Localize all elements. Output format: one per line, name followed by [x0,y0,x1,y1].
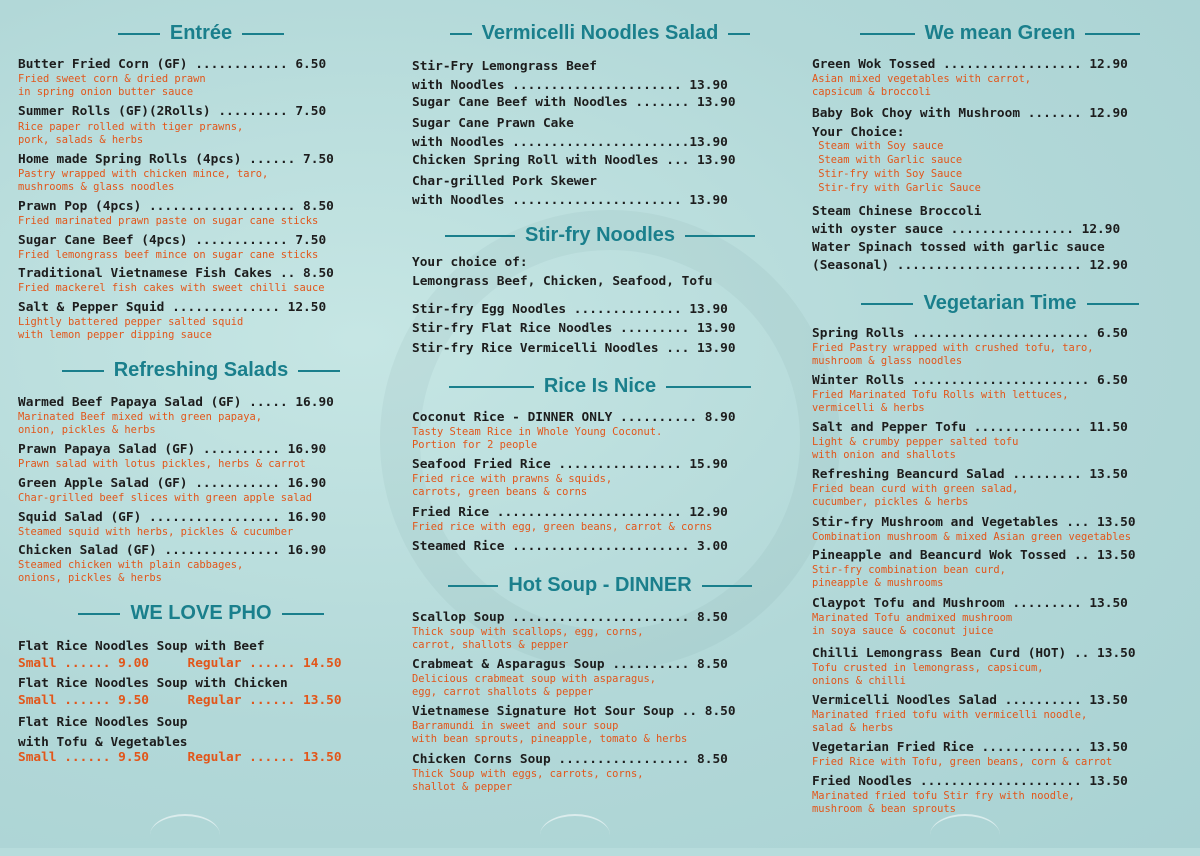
menu-item-title: Spring Rolls ....................... 6.50 [812,326,1128,341]
menu-item-desc: Fried rice with egg, green beans, carrot & corns [412,521,713,533]
menu-item-title: Traditional Vietnamese Fish Cakes .. 8.50 [18,266,334,281]
menu-item-title: Flat Rice Noodles Soup with Tofu & Vegetables [18,715,188,750]
menu-item-title: Chicken Corns Soup ................. 8.50 [412,752,728,767]
menu-item-desc: Steam with Soy sauce Steam with Garlic sauce Stir-fry with Soy Sauce Stir-fry with Garlic Sauce [818,140,981,194]
menu-item-title: Claypot Tofu and Mushroom ......... 13.50 [812,596,1128,611]
menu-item-title: Green Apple Salad (GF) ........... 16.90 [18,476,327,491]
menu-item-desc: Pastry wrapped with chicken mince, taro, mushrooms & glass noodles [18,168,269,193]
menu-item-title: Chicken Spring Roll with Noodles ... 13.90 [412,153,736,168]
menu-item-title: Stir-fry Mushroom and Vegetables ... 13.50 [812,515,1136,530]
menu-item-title: Chicken Salad (GF) ............... 16.90 [18,543,327,558]
menu-item-desc: Steamed chicken with plain cabbages, onions, pickles & herbs [18,559,244,584]
menu-item-desc: Lightly battered pepper salted squid with lemon pepper dipping sauce [18,316,244,341]
menu-item-title: Flat Rice Noodles Soup with Chicken [18,676,288,691]
menu-item-title: Refreshing Beancurd Salad ......... 13.50 [812,467,1128,482]
section-heading-soup: Hot Soup - DINNER [412,574,788,597]
menu-item-desc: Marinated fried tofu with vermicelli noodle, salad & herbs [812,709,1088,734]
menu-item-title: Prawn Pop (4pcs) ................... 8.50 [18,199,334,214]
menu-item-title: Squid Salad (GF) ................. 16.90 [18,510,327,525]
menu-item-desc: Marinated Beef mixed with green papaya, onion, pickles & herbs [18,411,262,436]
palm-leaf-decoration [150,814,220,856]
menu-item-title: Salt & Pepper Squid .............. 12.50 [18,300,327,315]
menu-item-desc: Tasty Steam Rice in Whole Young Coconut. Portion for 2 people [412,426,663,451]
section-heading-green: We mean Green [812,22,1188,45]
menu-item-price: Small ...... 9.00 Regular ...... 14.50 [18,656,342,671]
menu-item-price: Small ...... 9.50 Regular ...... 13.50 [18,693,342,708]
menu-item-title: Butter Fried Corn (GF) ............ 6.50 [18,57,327,72]
menu-item-title: Vietnamese Signature Hot Sour Soup .. 8.50 [412,704,736,719]
menu-item-desc: Tofu crusted in lemongrass, capsicum, onions & chilli [812,662,1044,687]
section-heading-rice: Rice Is Nice [412,375,788,398]
menu-item-title: Salt and Pepper Tofu .............. 11.50 [812,420,1128,435]
menu-item-title: Vegetarian Fried Rice ............. 13.50 [812,740,1128,755]
menu-item-title: Stir-fry Egg Noodles .............. 13.90 [412,302,728,317]
menu-item-price: Small ...... 9.50 Regular ...... 13.50 [18,750,342,765]
menu-item-title: Char-grilled Pork Skewer with Noodles ...................... 13.90 [412,174,728,208]
section-heading-pho: WE LOVE PHO [18,602,384,625]
menu-item-desc: Marinated Tofu andmixed mushroom in soya sauce & coconut juice [812,612,1013,637]
menu-item-title: Seafood Fried Rice ................ 15.90 [412,457,728,472]
menu-item-title: Stir-fry Rice Vermicelli Noodles ... 13.90 [412,341,736,356]
palm-leaf-decoration [540,814,610,856]
menu-item-desc: Rice paper rolled with tiger prawns, pork, salads & herbs [18,121,244,146]
menu-item-desc: Thick soup with scallops, egg, corns, carrot, shallots & pepper [412,626,644,651]
menu-item-title: Warmed Beef Papaya Salad (GF) ..... 16.90 [18,395,334,410]
menu-item-desc: Stir-fry combination bean curd, pineapple & mushrooms [812,564,1006,589]
choice-note: Your choice of: Lemongrass Beef, Chicken, Seafood, Tofu [412,255,713,289]
menu-item-title: Coconut Rice - DINNER ONLY .......... 8.90 [412,410,736,425]
menu-item-title: Steam Chinese Broccoli with oyster sauce ................ 12.90 Water Spinach tossed with garlic sauce (Seasonal) ........................ 12.90 [812,204,1128,273]
menu-item-title: Fried Rice ........................ 12.90 [412,505,728,520]
menu-item-title: Pineapple and Beancurd Wok Tossed .. 13.50 [812,548,1136,563]
menu-item-desc: Fried bean curd with green salad, cucumber, pickles & herbs [812,483,1019,508]
menu-item-desc: Char-grilled beef slices with green apple salad [18,492,313,504]
menu-item-title: Stir-Fry Lemongrass Beef with Noodles ...................... 13.90 [412,59,728,93]
menu-item-title: Sugar Cane Beef (4pcs) ............ 7.50 [18,233,327,248]
menu-item-desc: Prawn salad with lotus pickles, herbs & carrot [18,458,306,470]
menu-item-title: Chilli Lemongrass Bean Curd (HOT) .. 13.50 [812,646,1136,661]
menu-item-desc: Delicious crabmeat soup with asparagus, egg, carrot shallots & pepper [412,673,656,698]
menu-item-desc: Marinated fried tofu Stir fry with noodle, mushroom & bean sprouts [812,790,1075,815]
menu-item-title: Stir-fry Flat Rice Noodles ......... 13.90 [412,321,736,336]
menu-item-title: Steamed Rice ....................... 3.00 [412,539,728,554]
menu-item-title: Home made Spring Rolls (4pcs) ...... 7.50 [18,152,334,167]
menu-item-desc: Combination mushroom & mixed Asian green vegetables [812,531,1132,543]
menu-item-desc: Fried marinated prawn paste on sugar cane sticks [18,215,319,227]
palm-leaf-decoration [930,814,1000,856]
menu-item-desc: Fried rice with prawns & squids, carrots, green beans & corns [412,473,613,498]
menu-item-title: Green Wok Tossed .................. 12.90 [812,57,1128,72]
section-heading-vegetarian: Vegetarian Time [812,292,1188,315]
menu-item-desc: Asian mixed vegetables with carrot, capsicum & broccoli [812,73,1031,98]
menu-item-desc: Fried sweet corn & dried prawn in spring onion butter sauce [18,73,206,98]
menu-item-desc: Thick Soup with eggs, carrots, corns, shallot & pepper [412,768,644,793]
menu-item-title: Prawn Papaya Salad (GF) .......... 16.90 [18,442,327,457]
menu-item-desc: Fried lemongrass beef mince on sugar cane sticks [18,249,319,261]
menu-item-desc: Barramundi in sweet and sour soup with bean sprouts, pineapple, tomato & herbs [412,720,688,745]
section-heading-salads: Refreshing Salads [18,359,384,382]
menu-item-desc: Light & crumby pepper salted tofu with onion and shallots [812,436,1019,461]
menu-item-title: Vermicelli Noodles Salad .......... 13.50 [812,693,1128,708]
menu-item-title: Sugar Cane Beef with Noodles ....... 13.90 [412,95,736,110]
menu-item-desc: Fried Pastry wrapped with crushed tofu, taro, mushroom & glass noodles [812,342,1094,367]
menu-item-desc: Fried Marinated Tofu Rolls with lettuces, vermicelli & herbs [812,389,1069,414]
menu-item-desc: Steamed squid with herbs, pickles & cucumber [18,526,294,538]
menu-item-title: Scallop Soup ....................... 8.50 [412,610,728,625]
section-heading-entree: Entrée [18,22,384,45]
menu-item-desc: Fried mackerel fish cakes with sweet chilli sauce [18,282,325,294]
menu-item-title: Sugar Cane Prawn Cake with Noodles .......................13.90 [412,116,728,150]
menu-item-title: Flat Rice Noodles Soup with Beef [18,639,265,654]
section-heading-stirfry: Stir-fry Noodles [412,224,788,247]
menu-item-title: Baby Bok Choy with Mushroom ....... 12.90 Your Choice: [812,106,1128,140]
menu-item-title: Winter Rolls ....................... 6.50 [812,373,1128,388]
menu-item-title: Summer Rolls (GF)(2Rolls) ......... 7.50 [18,104,327,119]
section-heading-vermicelli: Vermicelli Noodles Salad [412,22,788,45]
menu-item-desc: Fried Rice with Tofu, green beans, corn & carrot [812,756,1113,768]
menu-item-title: Crabmeat & Asparagus Soup .......... 8.50 [412,657,728,672]
menu-item-title: Fried Noodles ..................... 13.50 [812,774,1128,789]
